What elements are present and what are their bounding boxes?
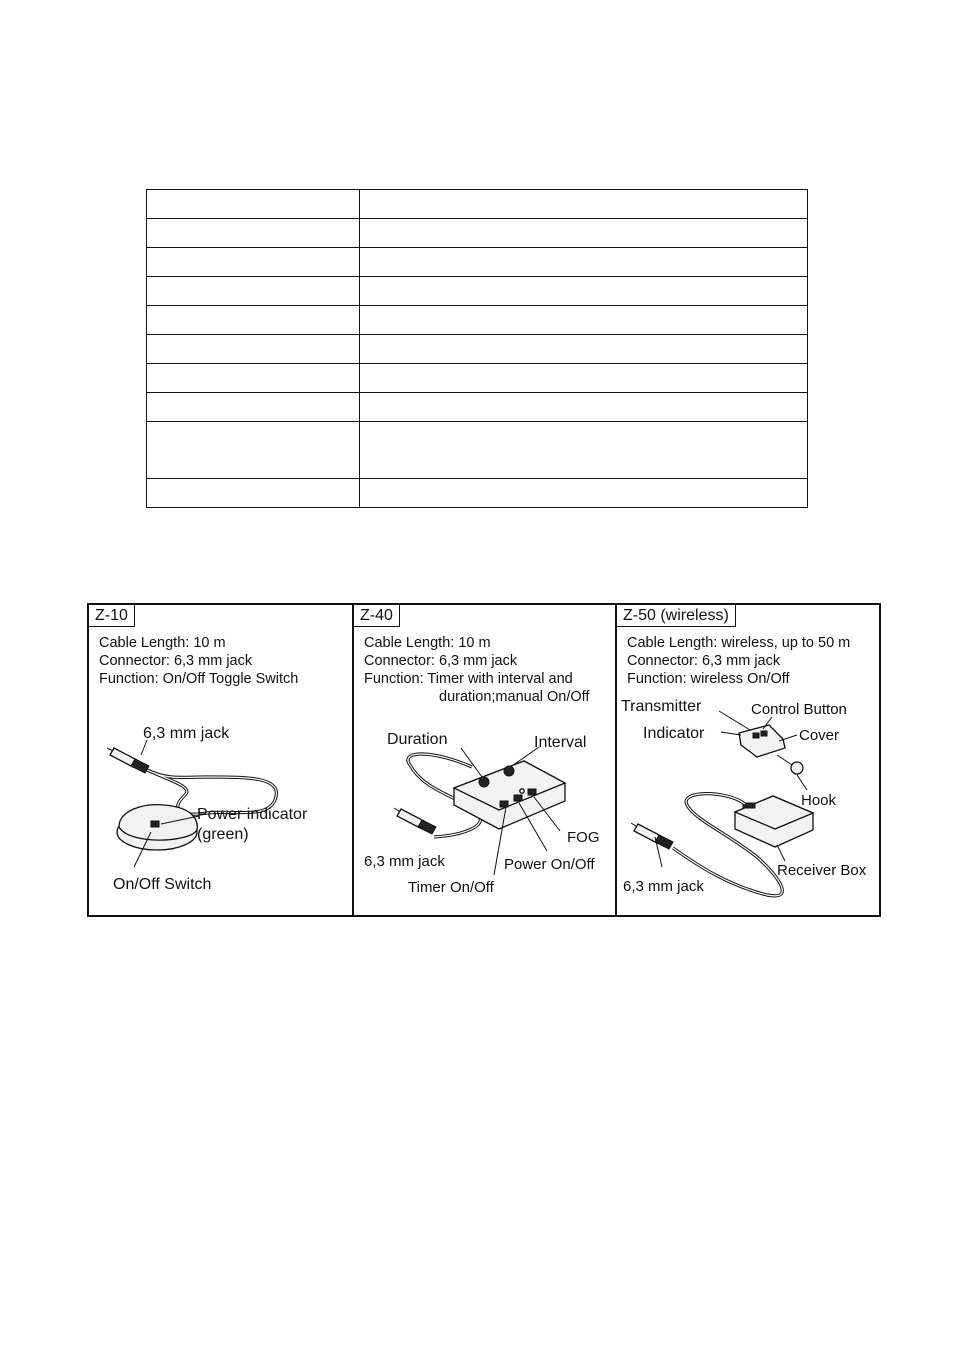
table-cell — [360, 248, 808, 277]
table-cell — [147, 219, 360, 248]
jack-plug-icon — [631, 823, 673, 849]
label-transmitter: Transmitter — [621, 698, 702, 715]
label-interval: Interval — [534, 734, 587, 751]
table-row — [147, 277, 808, 306]
table-cell — [360, 277, 808, 306]
function: Function: wireless On/Off — [627, 671, 790, 687]
cable-length: Cable Length: 10 m — [364, 635, 491, 651]
table-cell — [147, 248, 360, 277]
table-cell — [147, 277, 360, 306]
cable-length: Cable Length: wireless, up to 50 m — [627, 635, 851, 651]
table-cell — [147, 364, 360, 393]
connector: Connector: 6,3 mm jack — [364, 653, 518, 669]
table-row — [147, 306, 808, 335]
table-cell — [360, 335, 808, 364]
table-cell — [360, 393, 808, 422]
model-label: Z-40 — [354, 605, 400, 627]
label-jack: 6,3 mm jack — [623, 878, 704, 895]
table-row — [147, 364, 808, 393]
z40-drawing — [354, 605, 617, 919]
table-cell — [147, 190, 360, 219]
table-row — [147, 219, 808, 248]
model-label: Z-10 — [89, 605, 135, 627]
table-cell — [360, 479, 808, 508]
table-cell — [147, 335, 360, 364]
connector: Connector: 6,3 mm jack — [99, 653, 253, 669]
cable-length: Cable Length: 10 m — [99, 635, 226, 651]
function-cont: duration;manual On/Off — [439, 689, 590, 705]
label-control-button: Control Button — [751, 701, 847, 718]
remote-controls-figure — [87, 603, 881, 917]
table-row — [147, 335, 808, 364]
remote-panel-z50 — [617, 605, 881, 915]
table-row — [147, 422, 808, 479]
table-cell — [360, 306, 808, 335]
remote-panel-z40 — [354, 605, 617, 915]
label-jack: 6,3 mm jack — [364, 853, 445, 870]
table-cell — [147, 422, 360, 479]
z10-drawing — [89, 605, 354, 919]
table-row — [147, 479, 808, 508]
model-label: Z-50 (wireless) — [617, 605, 736, 627]
label-duration: Duration — [387, 731, 448, 748]
connector: Connector: 6,3 mm jack — [627, 653, 781, 669]
function: Function: On/Off Toggle Switch — [99, 671, 299, 687]
table-cell — [147, 306, 360, 335]
label-switch: On/Off Switch — [113, 876, 212, 893]
table-cell — [360, 219, 808, 248]
timer-box-icon — [454, 761, 565, 829]
remote-panel-z10 — [89, 605, 354, 915]
label-fog: FOG — [567, 829, 600, 846]
spec-table — [146, 189, 808, 508]
label-jack: 6,3 mm jack — [143, 725, 230, 742]
table-cell — [360, 190, 808, 219]
label-power-indicator-color: (green) — [197, 826, 249, 843]
jack-plug-icon — [394, 808, 436, 834]
table-cell — [360, 422, 808, 479]
function: Function: Timer with interval and — [364, 671, 573, 687]
table-cell — [147, 479, 360, 508]
z50-drawing — [617, 605, 881, 919]
label-hook: Hook — [801, 792, 837, 809]
label-power: Power On/Off — [504, 856, 595, 873]
label-cover: Cover — [799, 727, 840, 744]
label-indicator: Indicator — [643, 725, 705, 742]
table-row — [147, 190, 808, 219]
transmitter-icon — [739, 725, 803, 774]
label-receiver-box: Receiver Box — [777, 862, 867, 879]
table-row — [147, 393, 808, 422]
label-timer: Timer On/Off — [408, 879, 494, 896]
table-row — [147, 248, 808, 277]
label-power-indicator: Power indicator — [197, 806, 308, 823]
table-cell — [360, 364, 808, 393]
toggle-switch-icon — [117, 805, 197, 850]
table-cell — [147, 393, 360, 422]
